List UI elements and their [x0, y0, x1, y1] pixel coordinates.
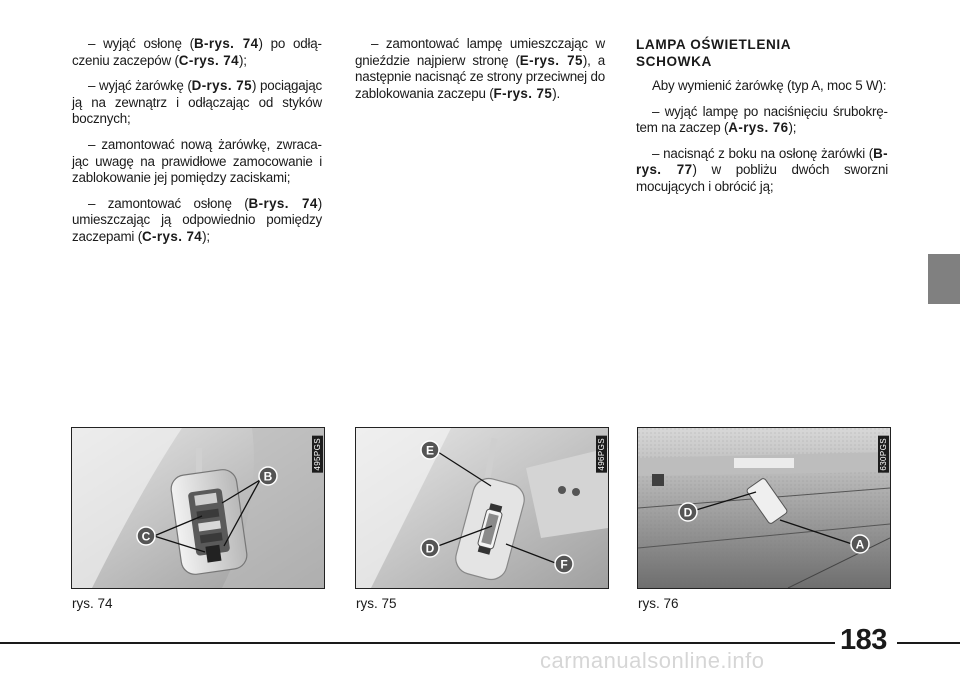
figure-caption: rys. 75: [356, 596, 397, 611]
figure-illustration: [72, 428, 324, 588]
text-run: – zamontować osłonę (: [88, 195, 249, 211]
text-column-1: [72, 36, 322, 255]
figure-code: 495PGS: [313, 438, 322, 471]
figure-reference: B-rys. 77: [636, 145, 888, 178]
figure-reference: B-rys. 74: [193, 36, 259, 51]
figure-caption: rys. 76: [638, 596, 679, 611]
figure-reference: E-rys. 75: [519, 52, 583, 68]
paragraph: [72, 137, 322, 187]
heading-line: LAMPA OŚWIETLENIA: [636, 37, 792, 52]
figure-illustration: [356, 428, 608, 588]
figure-reference: A-rys. 76: [728, 120, 789, 136]
figure-code: 630PGS: [879, 438, 888, 471]
text-run: ), a następnie nacisnąć ze strony przeciwnej do zablokowania zaczepu (: [355, 52, 605, 101]
figure-code: 496PGS: [597, 438, 606, 471]
callout-label: E: [425, 443, 435, 458]
text-run: – wyjąć osłonę (: [88, 36, 194, 51]
callout-label: B: [263, 469, 273, 484]
text-run: );: [788, 120, 797, 136]
paragraph: [636, 78, 888, 95]
figure-reference: D-rys. 75: [191, 78, 252, 94]
figure-reference: C-rys. 74: [178, 52, 239, 68]
callout-label: C: [141, 529, 151, 544]
text-run: – zamontować lampę umieszczając w gnieździe najpierw stronę (: [355, 36, 605, 68]
figure-reference: B-rys. 74: [248, 195, 318, 211]
heading-line: SCHOWKA: [636, 54, 712, 69]
chapter-tab: [928, 254, 960, 304]
section-heading: [636, 36, 888, 70]
text-run: – wyjąć żarówkę (: [88, 78, 192, 94]
text-run: ) umieszczając ją odpowiednio pomiędzy zaczepami (: [72, 195, 322, 244]
figure-caption: rys. 74: [72, 596, 113, 611]
figure-illustration: [638, 428, 890, 588]
figure-reference: F-rys. 75: [493, 85, 553, 101]
callout-label: A: [855, 537, 865, 552]
watermark: carmanualsonline.info: [540, 648, 765, 673]
callout-label: D: [425, 541, 435, 556]
paragraph: [636, 104, 888, 137]
figure-rys-74: [71, 427, 325, 589]
figure-rys-76: [637, 427, 891, 589]
text-run: – wyjąć lampę po naciśnięciu śrubokrętem na zaczep (: [636, 103, 888, 136]
text-run: ) w pobliżu dwóch sworzni mocujących i obrócić ją;: [636, 162, 888, 194]
text-run: ) po odłączeniu zaczepów (: [72, 36, 323, 68]
callout-label: F: [560, 557, 568, 572]
callout-label: D: [683, 505, 693, 520]
text-run: );: [238, 52, 247, 68]
figure-reference: C-rys. 74: [141, 228, 203, 244]
page-number: 183: [840, 624, 887, 656]
paragraph: [72, 196, 322, 246]
text-column-2: [355, 36, 605, 111]
paragraph: [72, 36, 322, 69]
text-run: Aby wymienić żarówkę (typ A, moc 5 W):: [652, 78, 887, 93]
paragraph: [72, 78, 322, 128]
paragraph: [355, 36, 605, 102]
footer-rule: [0, 642, 960, 644]
text-run: – nacisnąć z boku na osłonę żarówki (: [652, 145, 874, 161]
figure-rys-75: [355, 427, 609, 589]
text-column-3: [636, 36, 888, 205]
paragraph: [636, 146, 888, 196]
text-run: );: [202, 228, 210, 244]
text-run: – zamontować nową żarówkę, zwracając uwagę na prawidłowe zamocowanie i zablokowanie jej pomiędzy zaciskami;: [72, 136, 322, 186]
text-run: ) pociągając ją na zewnątrz i odłączając od styków bocznych;: [72, 78, 323, 127]
text-run: ).: [552, 85, 560, 101]
